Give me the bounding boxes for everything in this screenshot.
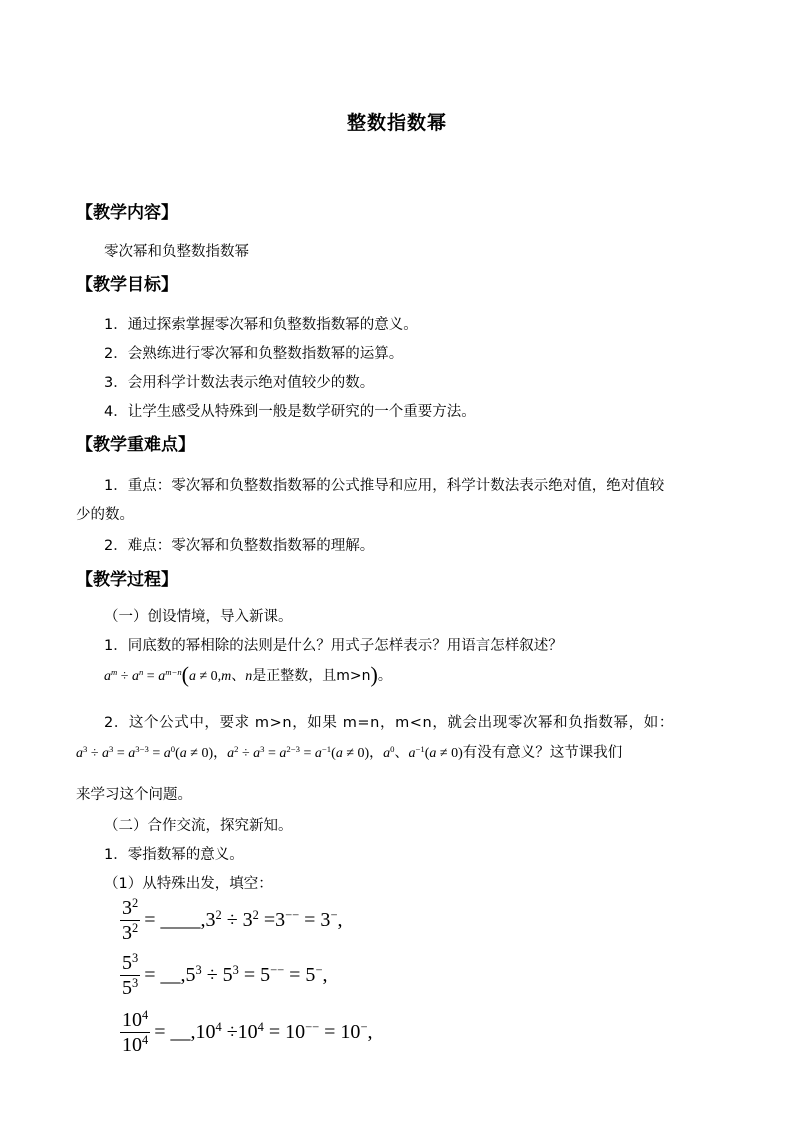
division-rule-formula: $a^m \div a^n = a^{m-n}(a \ne 0,m$、n是正整数，且m>n)。 (104, 662, 392, 687)
goal-item-2: 2．会熟练进行零次幂和负整数指数幂的运算。 (104, 346, 404, 362)
fill-in-equation-1: $\frac{3^2}{3^2}$ = $\_\_\_\_,3^2 \div 3^2 =3^{--} = 3^-$, (122, 896, 343, 944)
sub-section-1: 1．零指数幂的意义。 (104, 847, 244, 863)
goal-item-3: 3．会用科学计数法表示绝对值较少的数。 (104, 375, 375, 391)
page-title: 整数指数幂 (346, 112, 447, 134)
process-question-1: 1．同底数的幂相除的法则是什么？用式子怎样表示？用语言怎样叙述？ (104, 638, 563, 654)
process-question-2-end: 来学习这个问题。 (76, 787, 192, 803)
goal-item-1: 1．通过探索掌握零次幂和负整数指数幂的意义。 (104, 317, 418, 333)
key-point-2: 2．难点：零次幂和负整数指数幂的理解。 (104, 538, 375, 554)
key-point-1-line2: 少的数。 (76, 507, 134, 523)
fill-in-equation-3: $\frac{10^4}{10^4}$ = $\_\_,10^4 \div 10^4 = 10^{--} = 10^-$, (122, 1008, 373, 1056)
heading-goals: 【教学目标】 (76, 275, 178, 295)
heading-process: 【教学过程】 (76, 570, 178, 590)
process-step-2: （二）合作交流，探究新知。 (104, 818, 293, 834)
sub-section-1-1: （1）从特殊出发，填空： (104, 876, 273, 892)
content-text: 零次幂和负整数指数幂 (104, 244, 249, 260)
heading-key-points: 【教学重难点】 (76, 435, 195, 455)
fill-in-equation-2: $\frac{5^3}{5^3}$ = $\_\_,5^3 \div 5^3 = 5^{--} = 5^-$, (122, 951, 328, 999)
zero-negative-examples: $a^3 \div a^3 = a^{3-3} = a^0(a \ne 0)$，$a^2 \div a^3 = a^{2-3} = a^{-1}(a \ne 0)$，$a^0$、$a^{-1}(a \ne 0)$有没有意义？这节课我们 (76, 744, 623, 761)
goal-item-4: 4．让学生感受从特殊到一般是数学研究的一个重要方法。 (104, 404, 476, 420)
process-question-2: 2．这个公式中，要求 m>n，如果 m=n，m<n，就会出现零次幂和负指数幂，如： (104, 715, 674, 731)
key-point-1-line1: 1．重点：零次幂和负整数指数幂的公式推导和应用，科学计数法表示绝对值，绝对值较 (104, 478, 665, 494)
heading-content: 【教学内容】 (76, 203, 178, 223)
formula-condition-text: 是正整数，且m>n (252, 668, 371, 684)
question-2-tail: 有没有意义？这节课我们 (462, 745, 623, 761)
process-step-1: （一）创设情境，导入新课。 (104, 609, 293, 625)
